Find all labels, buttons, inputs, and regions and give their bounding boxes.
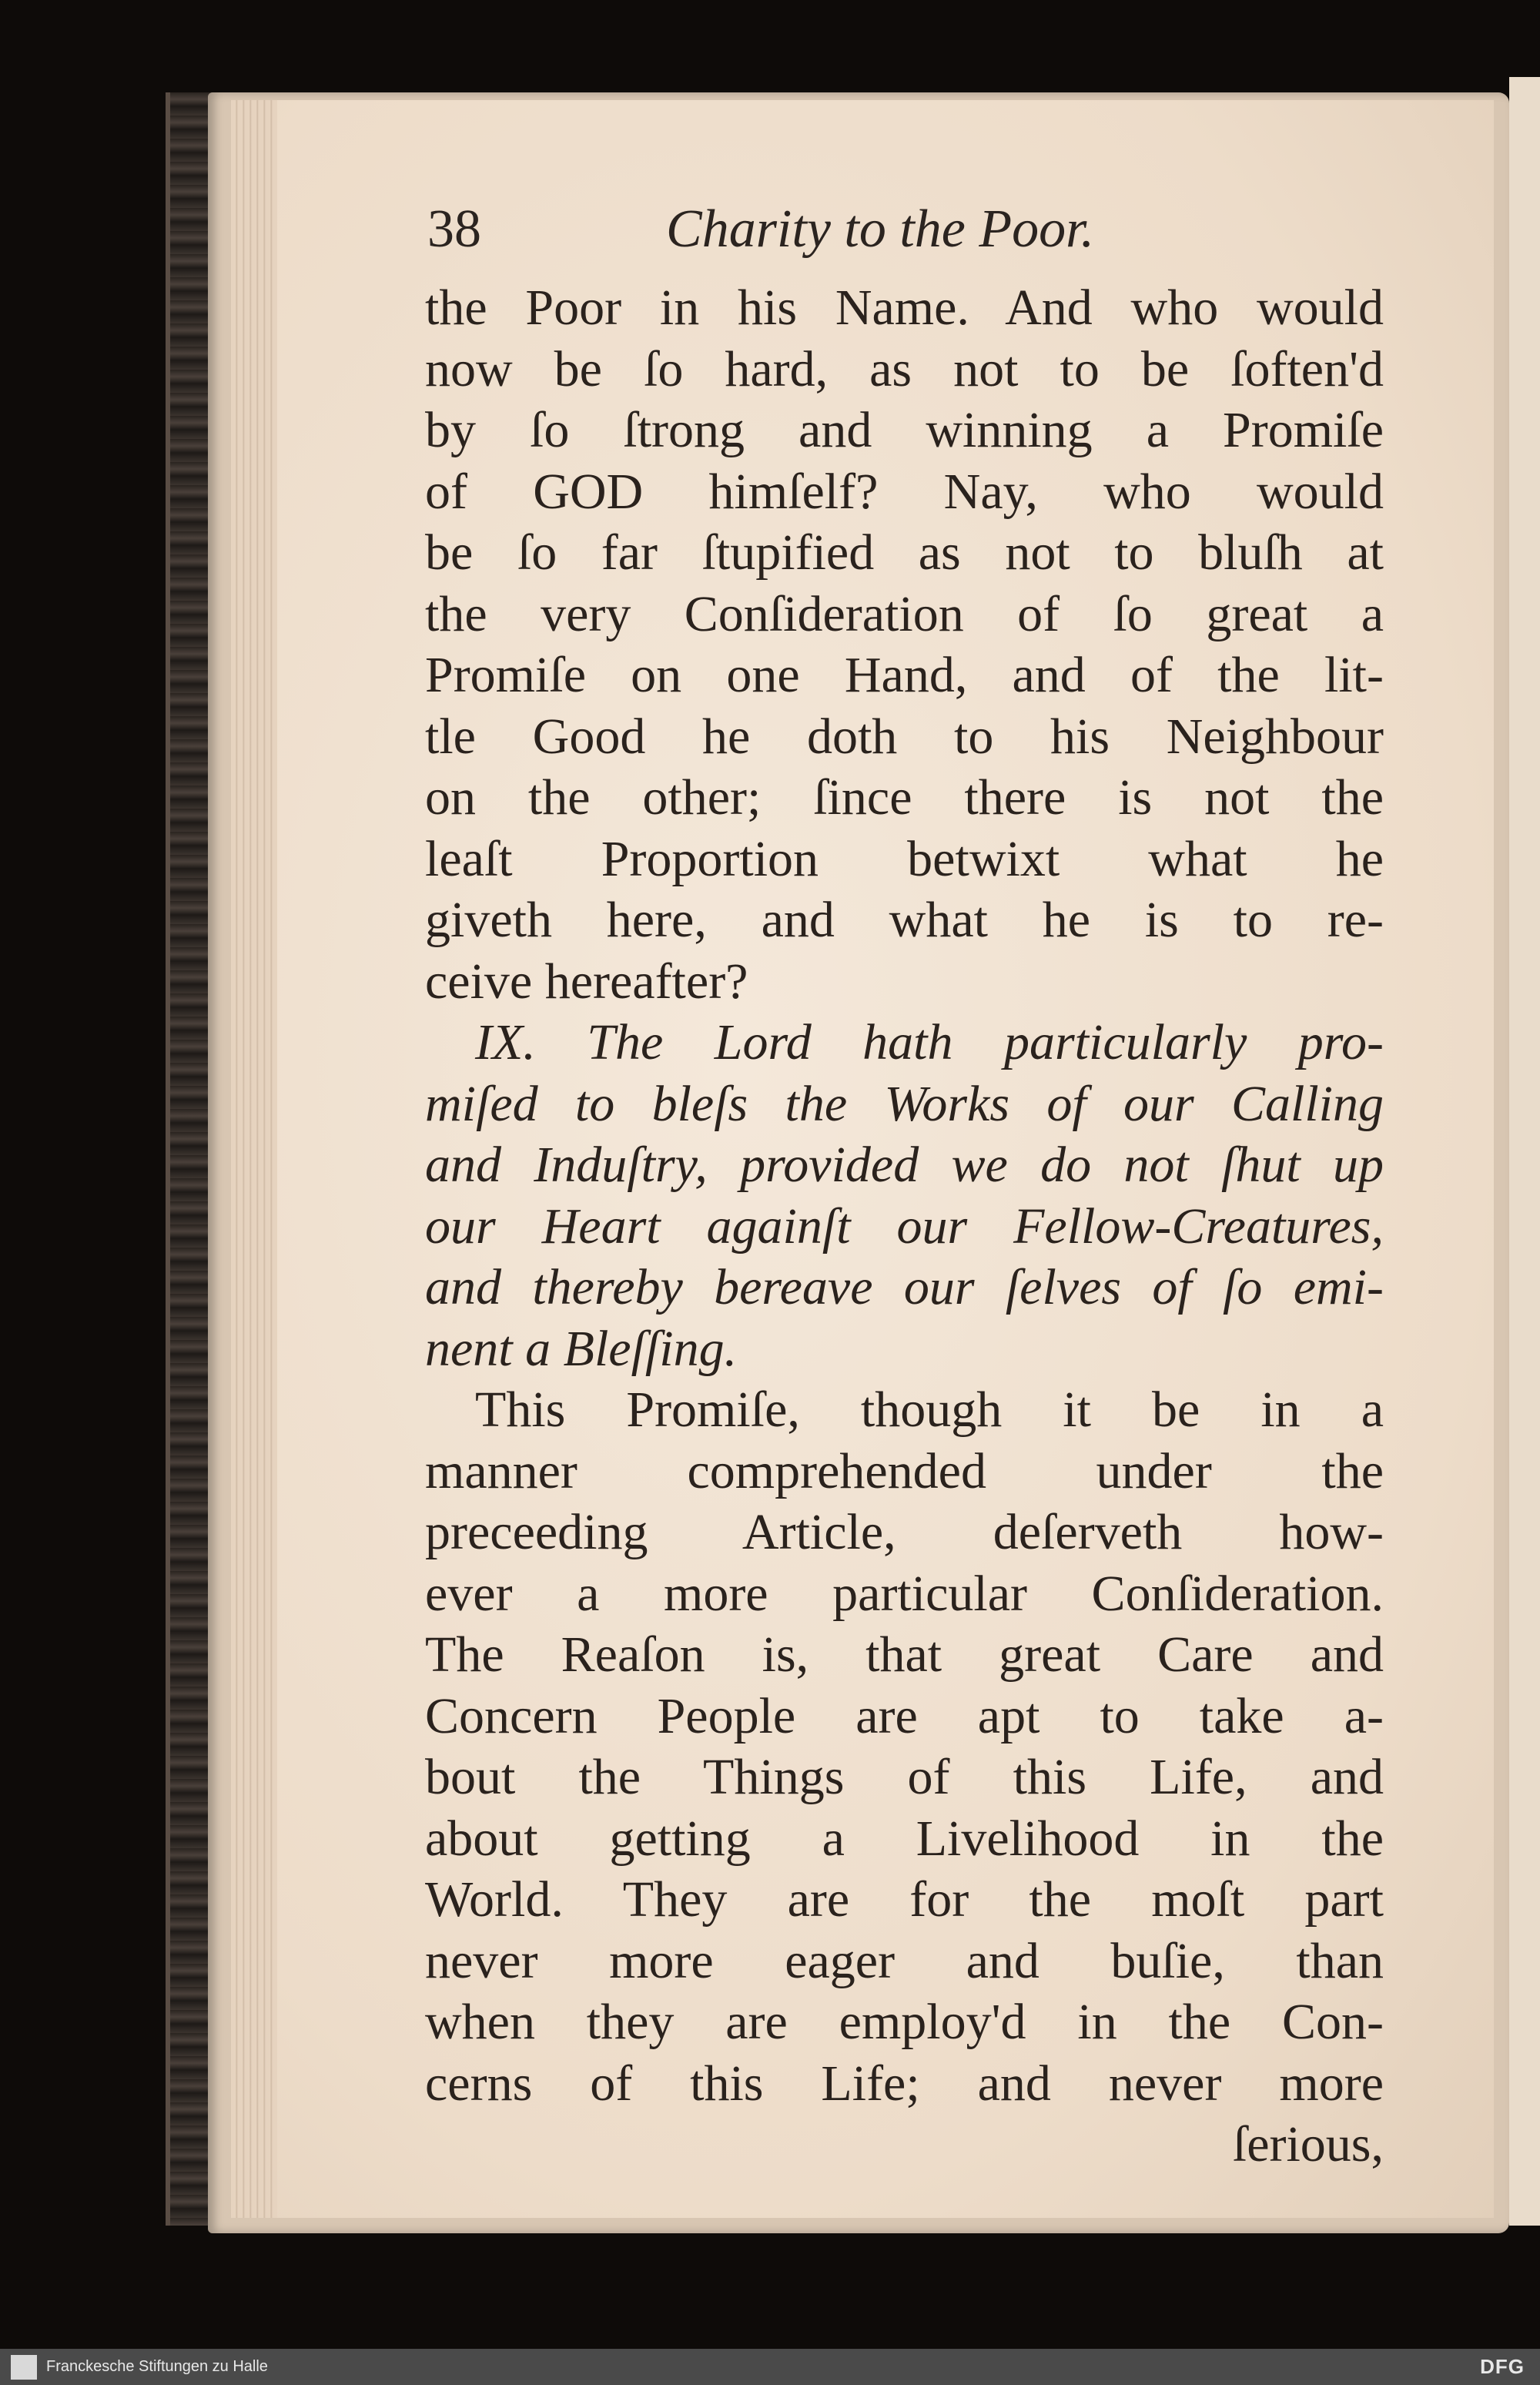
- text-line: about getting a Livelihood in the: [425, 1810, 1384, 1867]
- text-line: the Poor in his Name. And who would: [425, 280, 1384, 336]
- text-line: be ſo far ſtupified as not to bluſh at: [425, 524, 1384, 581]
- text-line: cerns of this Life; and never more: [425, 2055, 1384, 2112]
- text-line: This Promiſe, though it be in a: [475, 1382, 1384, 1438]
- text-line: now be ſo hard, as not to be ſoften'd: [425, 340, 1384, 397]
- institution-logo-icon: [11, 2355, 37, 2380]
- text-line: giveth here, and what he is to re-: [425, 892, 1384, 948]
- text-line: on the other; ſince there is not the: [425, 769, 1384, 826]
- text-line: tle Good he doth to his Neighbour: [425, 708, 1384, 765]
- running-title: Charity to the Poor.: [666, 199, 1095, 259]
- text-line: The Reaſon is, that great Care and: [425, 1626, 1384, 1683]
- section-heading-line: IX. The Lord hath particularly pro-: [475, 1014, 1384, 1070]
- section-heading-line: and thereby bereave our ſelves of ſo emi-: [425, 1259, 1384, 1315]
- text-line: ceive hereafter?: [425, 953, 748, 1010]
- running-header: [427, 199, 1405, 276]
- text-line: never more eager and buſie, than: [425, 1932, 1384, 1989]
- section-heading-line: nent a Bleſſing.: [425, 1320, 738, 1377]
- text-line: of GOD himſelf? Nay, who would: [425, 463, 1384, 520]
- section-heading-line: miſed to bleſs the Works of our Calling: [425, 1075, 1384, 1132]
- page-text: [425, 277, 1384, 2176]
- section-heading-line: and Induſtry, provided we do not ſhut up: [425, 1137, 1384, 1193]
- viewer-footer: [0, 2349, 1540, 2385]
- dfg-logo: DFG: [1480, 2355, 1525, 2378]
- text-line: World. They are for the moſt part: [425, 1871, 1384, 1928]
- text-line: Promiſe on one Hand, and of the lit-: [425, 647, 1384, 703]
- text-line: bout the Things of this Life, and: [425, 1749, 1384, 1805]
- text-line: when they are employ'd in the Con-: [425, 1994, 1384, 2050]
- section-heading-line: our Heart againſt our Fellow-Creatures,: [425, 1198, 1384, 1254]
- text-line: the very Conſideration of ſo great a: [425, 585, 1384, 642]
- text-line: preceeding Article, deſerveth how-: [425, 1504, 1384, 1560]
- facing-page-edge: [1509, 77, 1540, 2226]
- text-line: leaſt Proportion betwixt what he: [425, 830, 1384, 887]
- text-line: ever a more particular Conſideration.: [425, 1565, 1384, 1622]
- page-edges: [231, 100, 277, 2218]
- catchword: ſerious,: [1232, 2116, 1384, 2172]
- text-line: Concern People are apt to take a-: [425, 1687, 1384, 1744]
- institution-name: Franckesche Stiftungen zu Halle: [46, 2358, 268, 2375]
- page-number: 38: [427, 199, 481, 259]
- text-line: by ſo ſtrong and winning a Promiſe: [425, 402, 1384, 458]
- text-line: manner comprehended under the: [425, 1442, 1384, 1499]
